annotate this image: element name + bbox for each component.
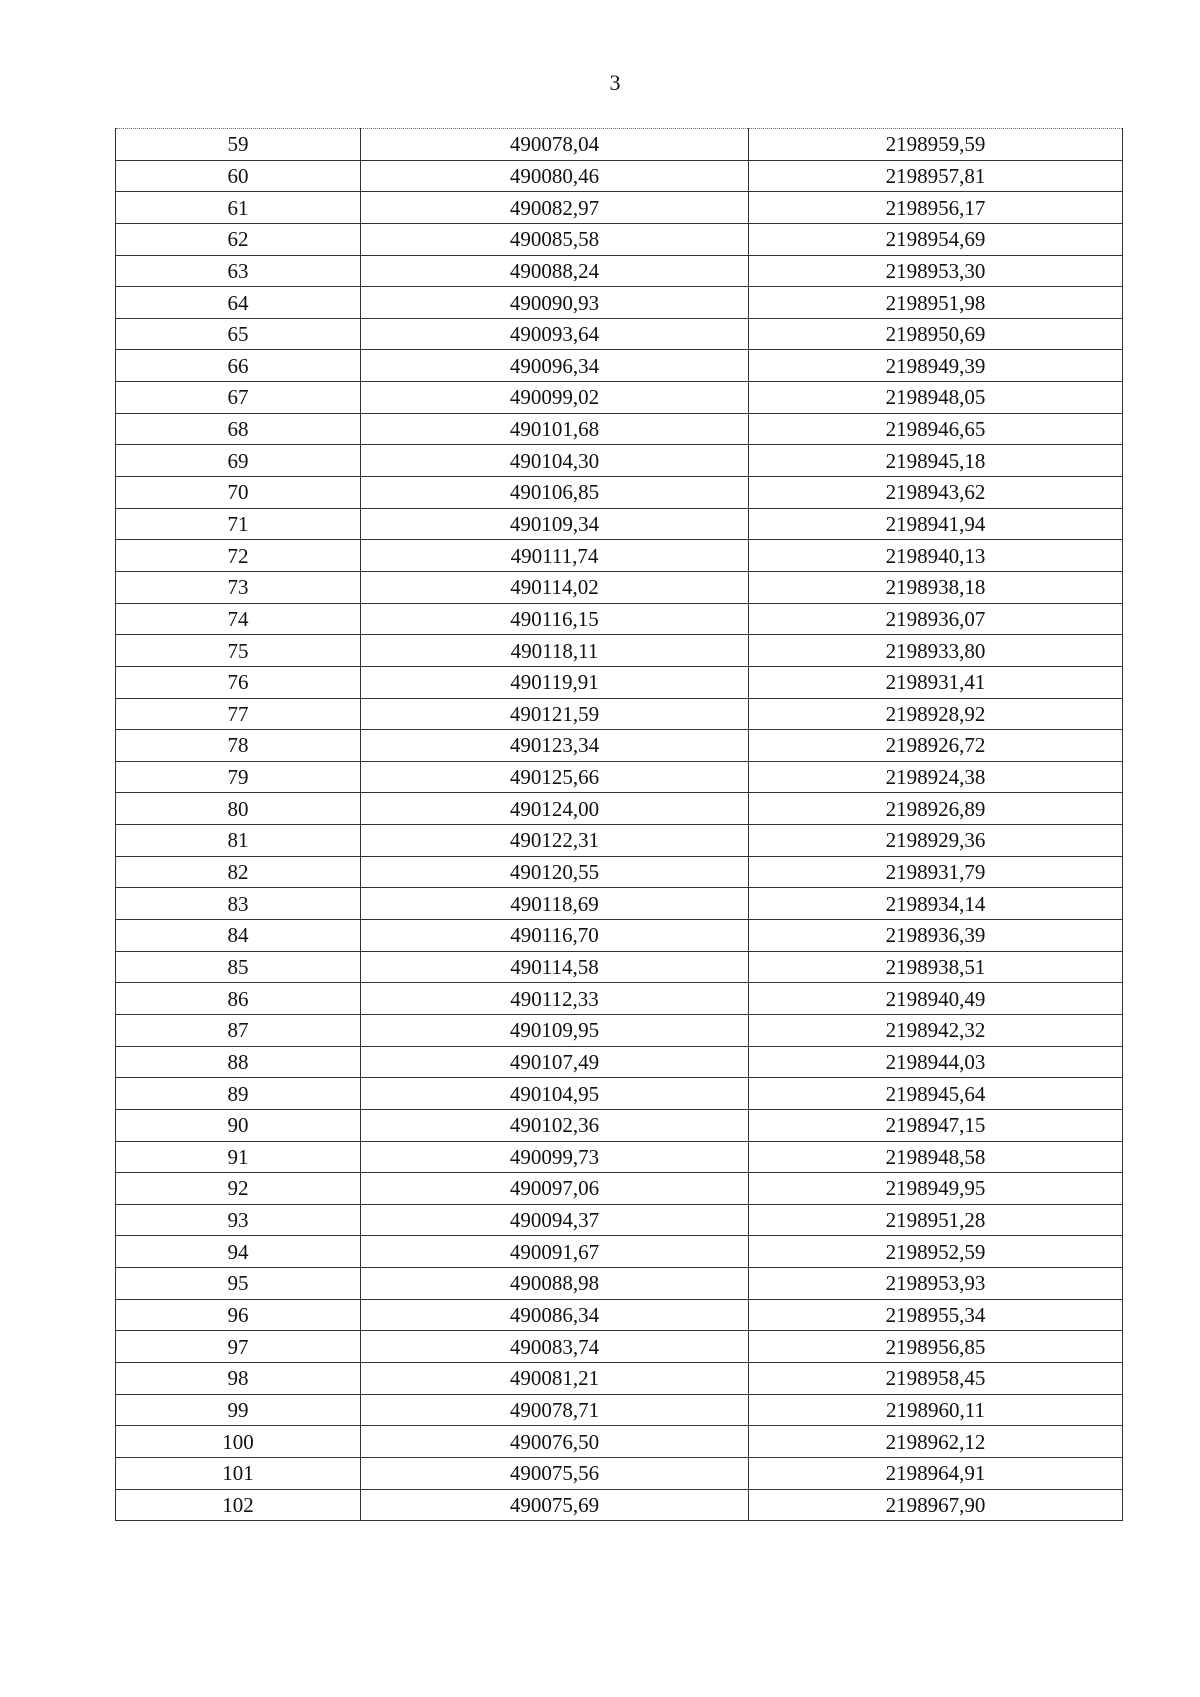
table-row <box>116 1362 1123 1394</box>
point-number-cell: 85 <box>116 951 361 983</box>
point-number-cell: 92 <box>116 1173 361 1205</box>
x-coordinate-cell: 490104,30 <box>361 445 749 477</box>
table-row <box>116 1331 1123 1363</box>
y-coordinate-cell: 2198960,11 <box>749 1394 1123 1426</box>
point-number-cell: 73 <box>116 571 361 603</box>
point-number-cell: 87 <box>116 1014 361 1046</box>
y-coordinate-cell: 2198949,95 <box>749 1173 1123 1205</box>
table-row <box>116 730 1123 762</box>
x-coordinate-cell: 490080,46 <box>361 160 749 192</box>
y-coordinate-cell: 2198946,65 <box>749 413 1123 445</box>
point-number-cell: 99 <box>116 1394 361 1426</box>
point-number-cell: 60 <box>116 160 361 192</box>
x-coordinate-cell: 490078,04 <box>361 129 749 161</box>
point-number-cell: 90 <box>116 1109 361 1141</box>
point-number-cell: 77 <box>116 698 361 730</box>
table-row <box>116 983 1123 1015</box>
point-number-cell: 61 <box>116 192 361 224</box>
y-coordinate-cell: 2198940,13 <box>749 540 1123 572</box>
table-row <box>116 666 1123 698</box>
y-coordinate-cell: 2198933,80 <box>749 635 1123 667</box>
point-number-cell: 95 <box>116 1268 361 1300</box>
table-row <box>116 1173 1123 1205</box>
table-row <box>116 825 1123 857</box>
table-row <box>116 540 1123 572</box>
table-row <box>116 1394 1123 1426</box>
x-coordinate-cell: 490085,58 <box>361 223 749 255</box>
y-coordinate-cell: 2198938,18 <box>749 571 1123 603</box>
y-coordinate-cell: 2198936,39 <box>749 920 1123 952</box>
point-number-cell: 78 <box>116 730 361 762</box>
y-coordinate-cell: 2198931,41 <box>749 666 1123 698</box>
table-row <box>116 255 1123 287</box>
y-coordinate-cell: 2198947,15 <box>749 1109 1123 1141</box>
y-coordinate-cell: 2198945,18 <box>749 445 1123 477</box>
x-coordinate-cell: 490116,15 <box>361 603 749 635</box>
x-coordinate-cell: 490091,67 <box>361 1236 749 1268</box>
point-number-cell: 74 <box>116 603 361 635</box>
point-number-cell: 101 <box>116 1457 361 1489</box>
point-number-cell: 89 <box>116 1078 361 1110</box>
y-coordinate-cell: 2198952,59 <box>749 1236 1123 1268</box>
x-coordinate-cell: 490075,69 <box>361 1489 749 1521</box>
x-coordinate-cell: 490124,00 <box>361 793 749 825</box>
table-row <box>116 1109 1123 1141</box>
y-coordinate-cell: 2198929,36 <box>749 825 1123 857</box>
y-coordinate-cell: 2198954,69 <box>749 223 1123 255</box>
page-number: 3 <box>609 70 621 95</box>
table-row <box>116 445 1123 477</box>
point-number-cell: 63 <box>116 255 361 287</box>
table-row <box>116 1299 1123 1331</box>
x-coordinate-cell: 490086,34 <box>361 1299 749 1331</box>
point-number-cell: 84 <box>116 920 361 952</box>
x-coordinate-cell: 490078,71 <box>361 1394 749 1426</box>
point-number-cell: 76 <box>116 666 361 698</box>
point-number-cell: 79 <box>116 761 361 793</box>
point-number-cell: 59 <box>116 129 361 161</box>
x-coordinate-cell: 490104,95 <box>361 1078 749 1110</box>
point-number-cell: 102 <box>116 1489 361 1521</box>
table-row <box>116 1046 1123 1078</box>
y-coordinate-cell: 2198942,32 <box>749 1014 1123 1046</box>
x-coordinate-cell: 490123,34 <box>361 730 749 762</box>
table-row <box>116 350 1123 382</box>
table-row <box>116 223 1123 255</box>
y-coordinate-cell: 2198955,34 <box>749 1299 1123 1331</box>
table-row <box>116 477 1123 509</box>
x-coordinate-cell: 490081,21 <box>361 1362 749 1394</box>
table-row <box>116 129 1123 161</box>
point-number-cell: 81 <box>116 825 361 857</box>
table-row <box>116 761 1123 793</box>
x-coordinate-cell: 490090,93 <box>361 287 749 319</box>
x-coordinate-cell: 490114,58 <box>361 951 749 983</box>
x-coordinate-cell: 490102,36 <box>361 1109 749 1141</box>
table-row <box>116 1141 1123 1173</box>
y-coordinate-cell: 2198959,59 <box>749 129 1123 161</box>
x-coordinate-cell: 490099,02 <box>361 382 749 414</box>
x-coordinate-cell: 490075,56 <box>361 1457 749 1489</box>
table-row <box>116 888 1123 920</box>
point-number-cell: 96 <box>116 1299 361 1331</box>
x-coordinate-cell: 490097,06 <box>361 1173 749 1205</box>
point-number-cell: 88 <box>116 1046 361 1078</box>
y-coordinate-cell: 2198949,39 <box>749 350 1123 382</box>
point-number-cell: 94 <box>116 1236 361 1268</box>
table-row <box>116 951 1123 983</box>
x-coordinate-cell: 490118,69 <box>361 888 749 920</box>
point-number-cell: 100 <box>116 1426 361 1458</box>
x-coordinate-cell: 490120,55 <box>361 856 749 888</box>
point-number-cell: 66 <box>116 350 361 382</box>
x-coordinate-cell: 490096,34 <box>361 350 749 382</box>
table-row <box>116 413 1123 445</box>
y-coordinate-cell: 2198924,38 <box>749 761 1123 793</box>
y-coordinate-cell: 2198958,45 <box>749 1362 1123 1394</box>
x-coordinate-cell: 490094,37 <box>361 1204 749 1236</box>
point-number-cell: 70 <box>116 477 361 509</box>
x-coordinate-cell: 490101,68 <box>361 413 749 445</box>
table-row <box>116 635 1123 667</box>
table-row <box>116 508 1123 540</box>
x-coordinate-cell: 490088,98 <box>361 1268 749 1300</box>
coordinates-table <box>115 128 1123 1521</box>
point-number-cell: 69 <box>116 445 361 477</box>
table-row <box>116 1489 1123 1521</box>
table-row <box>116 571 1123 603</box>
table-row <box>116 1014 1123 1046</box>
point-number-cell: 91 <box>116 1141 361 1173</box>
x-coordinate-cell: 490109,95 <box>361 1014 749 1046</box>
y-coordinate-cell: 2198926,89 <box>749 793 1123 825</box>
point-number-cell: 64 <box>116 287 361 319</box>
y-coordinate-cell: 2198951,28 <box>749 1204 1123 1236</box>
y-coordinate-cell: 2198931,79 <box>749 856 1123 888</box>
y-coordinate-cell: 2198962,12 <box>749 1426 1123 1458</box>
x-coordinate-cell: 490112,33 <box>361 983 749 1015</box>
table-row <box>116 1204 1123 1236</box>
y-coordinate-cell: 2198948,05 <box>749 382 1123 414</box>
x-coordinate-cell: 490099,73 <box>361 1141 749 1173</box>
table-row <box>116 192 1123 224</box>
point-number-cell: 75 <box>116 635 361 667</box>
x-coordinate-cell: 490122,31 <box>361 825 749 857</box>
table-row <box>116 287 1123 319</box>
point-number-cell: 86 <box>116 983 361 1015</box>
point-number-cell: 93 <box>116 1204 361 1236</box>
point-number-cell: 83 <box>116 888 361 920</box>
point-number-cell: 72 <box>116 540 361 572</box>
table-row <box>116 793 1123 825</box>
x-coordinate-cell: 490083,74 <box>361 1331 749 1363</box>
x-coordinate-cell: 490116,70 <box>361 920 749 952</box>
point-number-cell: 62 <box>116 223 361 255</box>
y-coordinate-cell: 2198957,81 <box>749 160 1123 192</box>
y-coordinate-cell: 2198938,51 <box>749 951 1123 983</box>
point-number-cell: 82 <box>116 856 361 888</box>
table-row <box>116 698 1123 730</box>
x-coordinate-cell: 490125,66 <box>361 761 749 793</box>
y-coordinate-cell: 2198936,07 <box>749 603 1123 635</box>
table-row <box>116 1268 1123 1300</box>
y-coordinate-cell: 2198956,85 <box>749 1331 1123 1363</box>
y-coordinate-cell: 2198940,49 <box>749 983 1123 1015</box>
table-row <box>116 856 1123 888</box>
y-coordinate-cell: 2198944,03 <box>749 1046 1123 1078</box>
y-coordinate-cell: 2198953,30 <box>749 255 1123 287</box>
table-row <box>116 1426 1123 1458</box>
coordinates-table-body <box>116 129 1123 1521</box>
y-coordinate-cell: 2198934,14 <box>749 888 1123 920</box>
table-row <box>116 1236 1123 1268</box>
table-row <box>116 1457 1123 1489</box>
table-row <box>116 382 1123 414</box>
x-coordinate-cell: 490119,91 <box>361 666 749 698</box>
point-number-cell: 80 <box>116 793 361 825</box>
x-coordinate-cell: 490121,59 <box>361 698 749 730</box>
y-coordinate-cell: 2198964,91 <box>749 1457 1123 1489</box>
y-coordinate-cell: 2198928,92 <box>749 698 1123 730</box>
x-coordinate-cell: 490106,85 <box>361 477 749 509</box>
x-coordinate-cell: 490107,49 <box>361 1046 749 1078</box>
point-number-cell: 97 <box>116 1331 361 1363</box>
x-coordinate-cell: 490088,24 <box>361 255 749 287</box>
table-row <box>116 920 1123 952</box>
point-number-cell: 71 <box>116 508 361 540</box>
y-coordinate-cell: 2198926,72 <box>749 730 1123 762</box>
table-row <box>116 1078 1123 1110</box>
y-coordinate-cell: 2198953,93 <box>749 1268 1123 1300</box>
point-number-cell: 98 <box>116 1362 361 1394</box>
x-coordinate-cell: 490076,50 <box>361 1426 749 1458</box>
table-row <box>116 603 1123 635</box>
y-coordinate-cell: 2198948,58 <box>749 1141 1123 1173</box>
point-number-cell: 67 <box>116 382 361 414</box>
x-coordinate-cell: 490082,97 <box>361 192 749 224</box>
x-coordinate-cell: 490111,74 <box>361 540 749 572</box>
table-row <box>116 160 1123 192</box>
x-coordinate-cell: 490093,64 <box>361 318 749 350</box>
y-coordinate-cell: 2198950,69 <box>749 318 1123 350</box>
x-coordinate-cell: 490109,34 <box>361 508 749 540</box>
table-row <box>116 318 1123 350</box>
x-coordinate-cell: 490114,02 <box>361 571 749 603</box>
y-coordinate-cell: 2198941,94 <box>749 508 1123 540</box>
point-number-cell: 68 <box>116 413 361 445</box>
y-coordinate-cell: 2198951,98 <box>749 287 1123 319</box>
x-coordinate-cell: 490118,11 <box>361 635 749 667</box>
point-number-cell: 65 <box>116 318 361 350</box>
y-coordinate-cell: 2198967,90 <box>749 1489 1123 1521</box>
y-coordinate-cell: 2198956,17 <box>749 192 1123 224</box>
y-coordinate-cell: 2198945,64 <box>749 1078 1123 1110</box>
y-coordinate-cell: 2198943,62 <box>749 477 1123 509</box>
